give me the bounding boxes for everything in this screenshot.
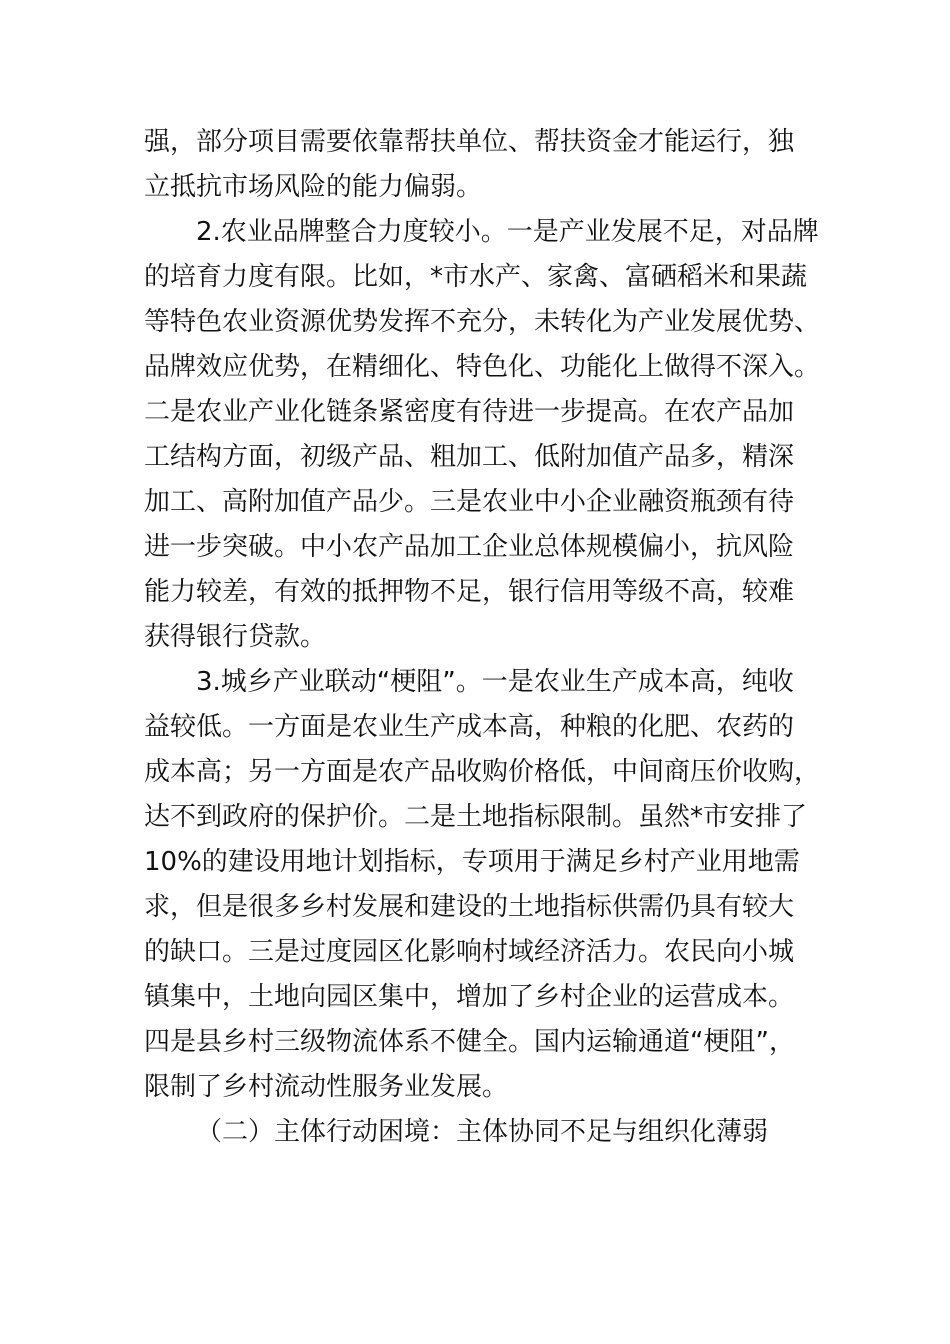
subsection-heading: （二）主体行动困境：主体协同不足与组织化薄弱 (196, 1117, 769, 1147)
text-line: 的培育力度有限。比如，*市水产、家禽、富硒稻米和果蔬 (144, 262, 808, 292)
text-line: 获得银行贷款。 (144, 622, 327, 652)
text-line: 限制了乡村流动性服务业发展。 (144, 1072, 509, 1102)
section-heading-3: 3.城乡产业联动“梗阻”。一是农业生产成本高，纯收 (196, 667, 794, 697)
text-line: 品牌效应优势，在精细化、特色化、功能化上做得不深入。 (144, 352, 821, 382)
text-line: 强，部分项目需要依靠帮扶单位、帮扶资金才能运行，独 (144, 127, 795, 157)
text-line: 成本高；另一方面是农产品收购价格低，中间商压价收购， (144, 757, 821, 787)
text-line: 工结构方面，初级产品、粗加工、低附加值产品多，精深 (144, 442, 795, 472)
text-line: 加工、高附加值产品少。三是农业中小企业融资瓶颈有待 (144, 487, 795, 517)
text-line: 立抵抗市场风险的能力偏弱。 (144, 172, 483, 202)
text-line: 能力较差，有效的抵押物不足，银行信用等级不高，较难 (144, 577, 795, 607)
text-line: 四是县乡村三级物流体系不健全。国内运输通道“梗阻”， (144, 1027, 795, 1057)
text-line: 等特色农业资源优势发挥不充分，未转化为产业发展优势、 (144, 307, 821, 337)
section-heading-2: 2.农业品牌整合力度较小。一是产业发展不足，对品牌 (196, 217, 819, 247)
text-line: 镇集中，土地向园区集中，增加了乡村企业的运营成本。 (144, 982, 795, 1012)
text-line: 达不到政府的保护价。二是土地指标限制。虽然*市安排了 (144, 802, 808, 832)
text-line: 10%的建设用地计划指标，专项用于满足乡村产业用地需 (144, 847, 800, 877)
text-line: 二是农业产业化链条紧密度有待进一步提高。在农产品加 (144, 397, 795, 427)
text-line: 的缺口。三是过度园区化影响村域经济活力。农民向小城 (144, 937, 795, 967)
text-line: 求，但是很多乡村发展和建设的土地指标供需仍具有较大 (144, 892, 795, 922)
text-line: 益较低。一方面是农业生产成本高，种粮的化肥、农药的 (144, 712, 795, 742)
text-line: 进一步突破。中小农产品加工企业总体规模偏小，抗风险 (144, 532, 795, 562)
